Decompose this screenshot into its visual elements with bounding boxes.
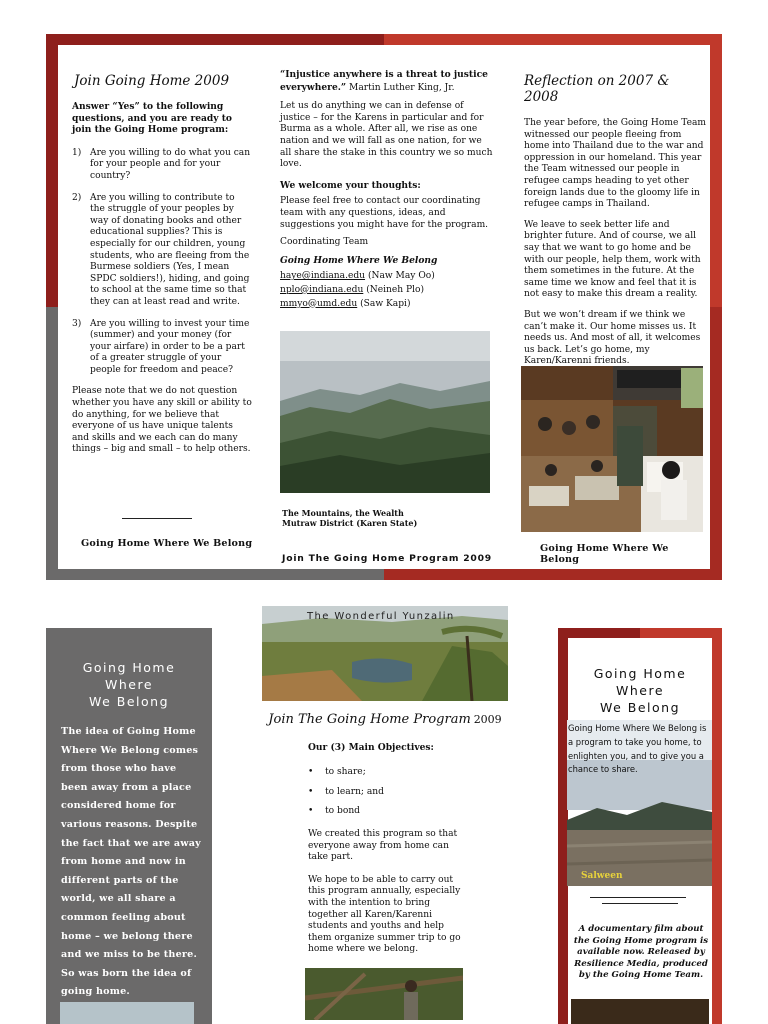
- lower-left-title: Going Home Where We Belong: [82, 660, 176, 709]
- middle-footer: Join The Going Home Program 2009: [282, 553, 493, 564]
- lower-left-body: The idea of Going Home Where We Belong comes from those who have been away from a place considered home for various reasons. Despite the fact that we are away from home and now in different parts of the world, we all share a common feeling about home – we belong there and we miss to be there. So was born the idea of going home.: [61, 726, 201, 998]
- contact-item: mmyo@umd.edu (Saw Kapi): [280, 298, 411, 309]
- join-intro: Answer “Yes” to the following questions, and you are ready to join the Going Home program:: [72, 101, 232, 136]
- yunzalin-photo: [262, 606, 508, 701]
- question-item: 2) Are you willing to contribute to the struggle of your peoples by way of donating books and other educational supplies? This is especially for our children, young students, who are fleeing from the Burmese soldiers (Yes, I mean SPDC soldiers!), hiding, and going to school at the same time so that they can at least read and write.: [72, 192, 250, 307]
- email-link[interactable]: haye@indiana.edu: [280, 271, 366, 282]
- mountains-photo: [280, 331, 490, 493]
- objectives-heading: Our (3) Main Objectives:: [308, 741, 434, 753]
- join-title: Join Going Home 2009: [74, 73, 230, 89]
- students-photo: [305, 968, 463, 1020]
- outer-brochure-sheet: [58, 45, 710, 569]
- question-item: 3) Are you willing to invest your time (summer) and your money (for your airfare) in order to be a part of a greater struggle of your people for freedom and peace?: [72, 318, 250, 375]
- lower-right-panel: [558, 628, 722, 1024]
- program-paragraph: We created this program so that everyone away from home can take part.: [308, 828, 458, 863]
- lower-left-photo: [60, 1002, 194, 1024]
- reflection-paragraph: But we won’t dream if we think we can’t make it. Our home misses us. It needs us. And most of all, it welcomes us back. Let’s go home, my Karen/Karenni friends.: [524, 309, 701, 367]
- objective-item: • to bond: [308, 806, 360, 817]
- welcome-heading: We welcome your thoughts:: [280, 179, 421, 191]
- email-link[interactable]: nplo@indiana.edu: [280, 284, 364, 295]
- objective-item: • to learn; and: [308, 786, 384, 797]
- yunzalin-label: The Wonderful Yunzalin: [307, 611, 455, 622]
- reflection-paragraph: We leave to seek better life and brighter future. And of course, we all say that we want to go home and be with our people, help them, work with them sometimes in the future. At the same time we know and feel that it is not easy to make this dream a reality.: [524, 219, 701, 300]
- lower-right-title: Going Home Where We Belong: [593, 666, 687, 715]
- lower-right-sheet: [568, 638, 712, 1024]
- lower-middle-panel: [262, 606, 508, 1020]
- justice-paragraph: Let us do anything we can in defense of justice – for the Karens in particular and for Burma as a whole. After all, we rise as one nation and we will fall as one nation, for we all share the stake in this country we so much love.: [280, 101, 493, 170]
- middle-panel: [280, 45, 494, 310]
- outer-brochure-frame: [46, 34, 722, 580]
- contact-paragraph: Please feel free to contact our coordinating team with any questions, ideas, and suggestions you might have for the program.: [280, 196, 489, 230]
- join-footer: Going Home Where We Belong: [81, 538, 253, 549]
- join-panel: [72, 45, 252, 465]
- lower-left-panel: [46, 628, 212, 1024]
- contact-item: haye@indiana.edu (Naw May Oo): [280, 271, 435, 282]
- contact-item: nplo@indiana.edu (Neineh Plo): [280, 284, 425, 295]
- join-note: Please note that we do not question whether you have any skill or ability to do anything, for we believe that everyone of us have unique talents and skills and we each can do many things – big and small – to help others.: [72, 386, 252, 455]
- question-item: 1) Are you willing to do what you can for your people and for your country?: [72, 147, 251, 181]
- film-photo: [571, 999, 709, 1024]
- mountains-caption: The Mountains, the Wealth Mutraw District (Karen State): [282, 508, 418, 528]
- divider: [122, 518, 192, 519]
- film-note: A documentary film about the Going Home program is available now. Released by Resilience Media, produced by the Going Home Team.: [573, 924, 709, 981]
- reflection-title: Reflection on 2007 & 2008: [524, 73, 670, 105]
- quote: “Injustice anywhere is a threat to justice everywhere.” Martin Luther King, Jr.: [280, 69, 488, 93]
- team-label: Coordinating Team: [280, 237, 369, 248]
- join-program-heading: Join The Going Home Program 2009: [268, 712, 502, 727]
- program-name: Going Home Where We Belong: [280, 254, 438, 266]
- reflection-paragraph: The year before, the Going Home Team witnessed our people fleeing from home into Thailand due to the war and oppression in our homeland. This year the Team witnessed our people in refugee camps heading to yet other foreign lands due to the gloomy life in refugee camps in Thailand.: [524, 118, 707, 210]
- reflection-footer: Going Home Where We Belong: [540, 543, 669, 565]
- objective-item: • to share;: [308, 767, 366, 778]
- email-link[interactable]: mmyo@umd.edu: [280, 298, 358, 309]
- program-paragraph: We hope to be able to carry out this program annually, especially with the intention to bring together all Karen/Karenni students and youths and help them organize summer trip to go home where we belong.: [308, 874, 461, 955]
- team-photo-collage: [521, 366, 703, 532]
- overlay-text: Going Home Where We Belong is a program to take you home, to enlighten you, and to give you a chance to share.: [568, 723, 707, 775]
- reflection-panel: [524, 45, 706, 397]
- salween-label: Salween: [581, 871, 623, 881]
